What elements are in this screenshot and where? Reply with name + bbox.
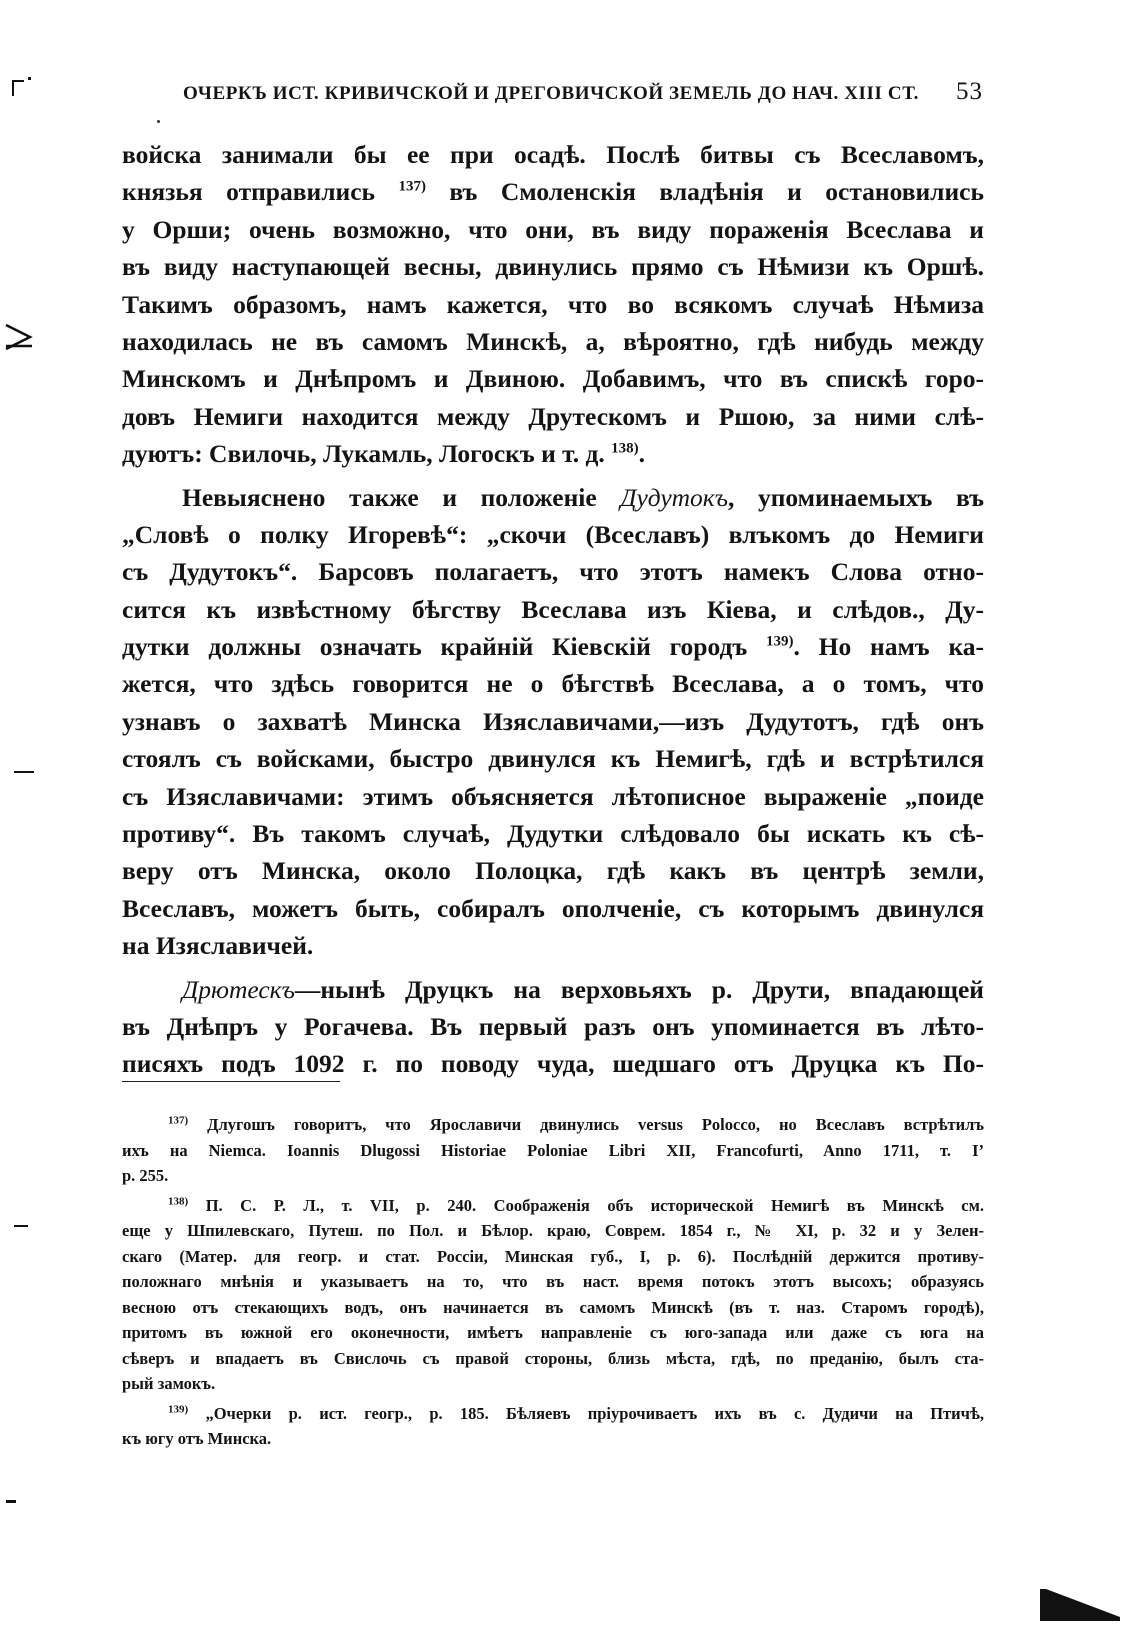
corner-arrow-mark-icon	[1040, 1587, 1120, 1623]
text-line: находилась не въ самомъ Минскѣ, а, вѣроятно, гдѣ нибудь между	[122, 326, 984, 356]
text-line: жется, что здѣсь говорится не о бѣгствѣ Всеслава, а о томъ, что	[122, 669, 984, 699]
text-line: дуютъ: Свилочь, Лукамль, Логоскъ и т. д. $^{138)}$.	[122, 439, 646, 469]
page-number: 53	[956, 78, 983, 105]
footnote-line: $^{138)}$ П. С. Р. Л., т. VII, p. 240. Соображенія объ исторической Немигѣ въ Минскѣ см.	[168, 1195, 984, 1215]
footnote-line: $^{139)}$ „Очерки р. ист. геогр., р. 185. Бѣляевъ пріурочиваетъ ихъ въ с. Дудичи на Птичѣ,	[168, 1403, 984, 1423]
footnote-line: рый замокъ.	[122, 1374, 216, 1393]
text-line: стоялъ съ войсками, быстро двинулся къ Немигѣ, гдѣ и встрѣтился	[122, 744, 984, 774]
footnote-line: еще у Шпилевскаго, Путеш. по Пол. и Бѣлор. краю, Соврем. 1854 г., № XI, р. 32 и у Зелен-	[122, 1221, 984, 1240]
margin-dash-mark-icon	[14, 771, 34, 773]
text-line: узнавъ о захватѣ Минска Изяславичами,—изъ Дудутотъ, гдѣ онъ	[122, 706, 984, 736]
footnote-line: притомъ въ южной его оконечности, имѣетъ направленіе съ юго-запада или даже съ юга на	[122, 1323, 984, 1342]
text-line: съ Дудутокъ“. Барсовъ полагаетъ, что этотъ намекъ Слова отно-	[122, 557, 984, 587]
text-line: дутки должны означать крайній Кіевскій городъ $^{139)}$. Но намъ ка-	[122, 632, 984, 662]
running-header	[183, 78, 983, 112]
text-line: Всеславъ, можетъ быть, собиралъ ополченіе, съ которымъ двинулся	[122, 893, 984, 923]
footnotes	[122, 1112, 984, 1456]
footnote-line: положнаго мнѣнія и указываетъ на то, что въ наст. время потокъ этотъ высохъ; образуясь	[122, 1272, 984, 1291]
paragraph-2	[122, 479, 984, 965]
text-line: „Словѣ о полку Игоревѣ“: „скочи (Всеславъ) влъкомъ до Немиги	[122, 519, 984, 549]
footnote-marker: 138)	[168, 1195, 189, 1207]
text-line: у Орши; очень возможно, что они, въ виду пораженія Всеслава и	[122, 214, 984, 244]
text-line: сится къ извѣстному бѣгству Всеслава изъ Кіева, и слѣдов., Ду-	[122, 594, 984, 624]
margin-arrow-mark-icon	[4, 322, 34, 352]
italic-term: Дудутокъ	[620, 482, 728, 512]
text-line: Такимъ образомъ, намъ кажется, что во всякомъ случаѣ Нѣмиза	[122, 289, 984, 319]
footnote-line: сѣверъ и впадаетъ въ Свислочь съ правой стороны, близь мѣста, гдѣ, по преданію, былъ ста-	[122, 1348, 984, 1368]
ink-dot	[157, 120, 160, 123]
footnote-139	[122, 1401, 984, 1452]
text-line: довъ Немиги находится между Друтескомъ и Ршою, за ними слѣ-	[122, 401, 984, 431]
margin-dash-mark-icon	[14, 1225, 28, 1227]
text-line: на Изяславичей.	[122, 931, 314, 961]
running-header-title: ОЧЕРКЪ ИСТ. КРИВИЧСКОЙ И ДРЕГОВИЧСКОЙ ЗЕМЕЛЬ ДО НАЧ. XIII СТ.	[183, 83, 919, 104]
footnote-ref: 137)	[398, 178, 426, 195]
footnote-separator	[122, 1081, 340, 1082]
footnote-marker: 139)	[168, 1403, 189, 1415]
text-line: противу“. Въ такомъ случаѣ, Дудутки слѣдовало бы искать къ сѣ-	[122, 819, 984, 849]
footnote-ref: 138)	[611, 440, 639, 457]
footnote-line: весною отъ стекающихъ водъ, онъ начинается въ самомъ Минскѣ (въ т. наз. Старомъ городѣ),	[122, 1297, 984, 1317]
footnote-ref: 139)	[766, 633, 794, 650]
margin-dash-mark-icon	[6, 1500, 16, 1503]
paragraph-3	[122, 971, 984, 1083]
text-line: писяхъ подъ 1092 г. по поводу чуда, шедшаго отъ Друцка къ По-	[122, 1049, 984, 1079]
text-line: Минскомъ и Днѣпромъ и Двиною. Добавимъ, что въ спискѣ горо-	[122, 364, 984, 394]
footnote-line: $^{137)}$ Длугошъ говоритъ, что Ярославичи двинулись versus Poloсco, но Всеславъ встрѣтилъ	[168, 1114, 984, 1134]
footnote-137	[122, 1112, 984, 1189]
text-line: Невыяснено также и положеніе Дудутокъ, упоминаемыхъ въ	[182, 482, 984, 512]
text-line: князья отправились $^{137)}$ въ Смоленскія владѣнія и остановились	[122, 177, 984, 207]
text-line: съ Изяславичами: этимъ объясняется лѣтописное выраженіе „поиде	[122, 781, 984, 811]
text-line: войска занимали бы ее при осадѣ. Послѣ битвы съ Всеславомъ,	[122, 140, 984, 169]
footnote-line: ихъ на Niemca. Ioannis Dlugossi Historiae Poloniae Libri XII, Francofurti, Anno 1711, т. I’	[122, 1140, 984, 1160]
footnote-line: скаго (Матер. для геогр. и стат. Россіи, Минская губ., I, p. 6). Послѣдній держится противу-	[122, 1246, 984, 1266]
italic-term: Дрютескъ	[182, 974, 295, 1004]
paragraph-1	[122, 136, 984, 473]
text-line: въ Днѣпръ у Рогачева. Въ первый разъ онъ упоминается въ лѣто-	[122, 1011, 984, 1041]
footnote-line: къ югу отъ Минска.	[122, 1429, 272, 1448]
footnote-line: p. 255.	[122, 1166, 169, 1185]
footnote-138	[122, 1193, 984, 1397]
corner-crop-mark-icon	[6, 74, 28, 98]
text-line: въ виду наступающей весны, двинулись прямо съ Нѣмизи къ Оршѣ.	[122, 252, 984, 282]
text-line: Дрютескъ—нынѣ Друцкъ на верховьяхъ р. Друти, впадающей	[182, 974, 984, 1004]
text-line: веру отъ Минска, около Полоцка, гдѣ какъ въ центрѣ земли,	[122, 856, 984, 886]
main-text	[122, 136, 984, 1083]
footnote-marker: 137)	[168, 1114, 189, 1127]
